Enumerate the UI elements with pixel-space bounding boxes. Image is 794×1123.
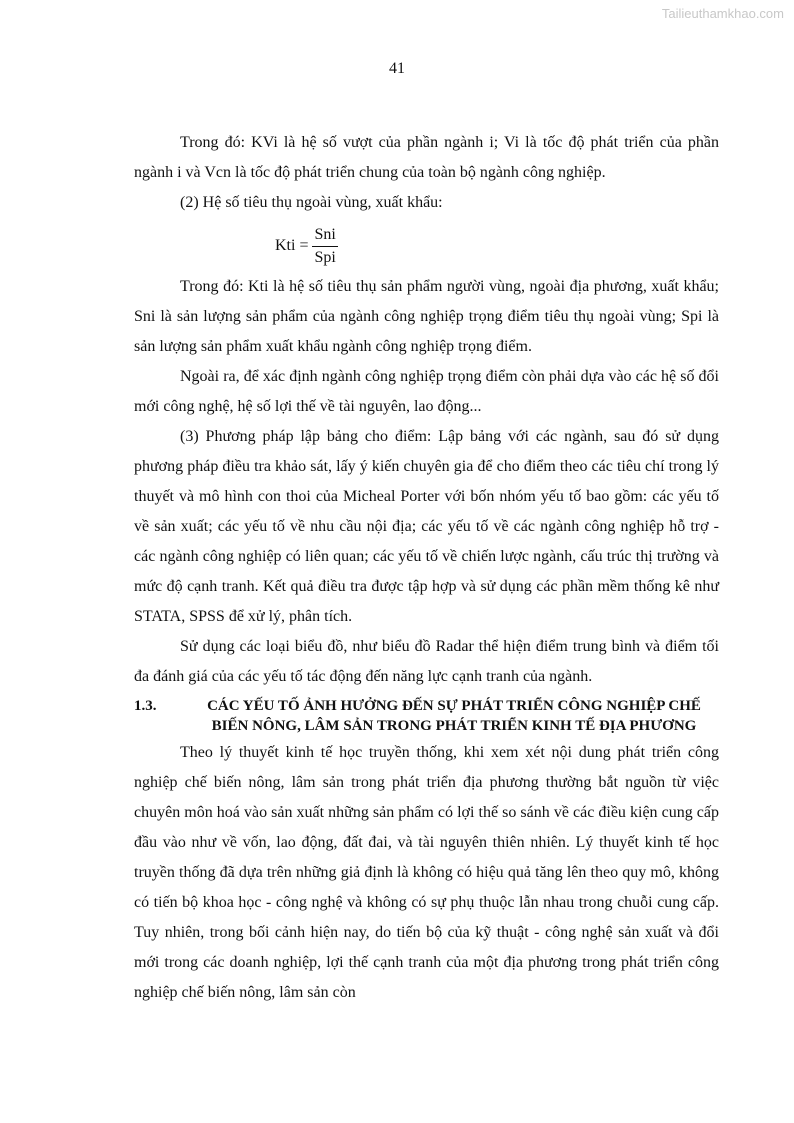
page-body xyxy=(134,128,719,1008)
paragraph: Trong đó: Kti là hệ số tiêu thụ sản phẩm người vùng, ngoài địa phương, xuất khẩu; Sni là sản lượng sản phẩm của ngành công nghiệp trọng điểm tiêu thụ ngoài vùng; Spi là sản lượng sản phẩm xuất khẩu ngành công nghiệp trọng điểm. xyxy=(134,278,719,355)
paragraph: Trong đó: KVi là hệ số vượt của phần ngành i; Vi là tốc độ phát triển của phần ngành i và Vcn là tốc độ phát triển chung của toàn bộ ngành công nghiệp. xyxy=(134,134,719,181)
section-title xyxy=(189,696,719,736)
section-number: 1.3. xyxy=(134,698,157,714)
paragraph: Sử dụng các loại biểu đồ, như biểu đồ Radar thể hiện điểm trung bình và điểm tối đa đánh giá của các yếu tố tác động đến năng lực cạnh tranh của ngành. xyxy=(134,638,719,685)
paragraph: Ngoài ra, để xác định ngành công nghiệp trọng điểm còn phải dựa vào các hệ số đổi mới công nghệ, hệ số lợi thế về tài nguyên, lao động... xyxy=(134,368,719,415)
paragraph: (2) Hệ số tiêu thụ ngoài vùng, xuất khẩu: xyxy=(180,194,443,211)
formula-denominator: Spi xyxy=(314,248,336,266)
section-title-line-2: BIẾN NÔNG, LÂM SẢN TRONG PHÁT TRIỂN KINH TẾ ĐỊA PHƯƠNG xyxy=(211,718,697,734)
paragraph: Theo lý thuyết kinh tế học truyền thống, khi xem xét nội dung phát triển công nghiệp chế biến nông, lâm sản trong phát triển địa phương thường bắt nguồn từ việc chuyên môn hoá vào sản xuất những sản phẩm có lợi thế so sánh về các điều kiện cung cấp đầu vào như về vốn, lao động, đất đai, và tài nguyên thiên nhiên. Lý thuyết kinh tế học truyền thống đã dựa trên những giả định là không có hiệu quả tăng lên theo quy mô, không có tiến bộ khoa học - công nghệ và không có sự phụ thuộc lẫn nhau trong chuỗi cung cấp. Tuy nhiên, trong bối cảnh hiện nay, do tiến bộ của kỹ thuật - công nghệ sản xuất và đổi mới trong các doanh nghiệp, lợi thế cạnh tranh của một địa phương trong phát triển công nghiệp chế biến nông, lâm sản còn xyxy=(134,744,719,1001)
formula-numerator: Sni xyxy=(312,224,337,247)
page-number: 41 xyxy=(389,60,405,77)
formula-fraction xyxy=(312,224,337,269)
watermark: Tailieuthamkhao.com xyxy=(661,6,784,21)
formula-lhs: Kti = xyxy=(275,237,309,254)
formula-kti xyxy=(275,220,719,272)
section-title-line-1: CÁC YẾU TỐ ẢNH HƯỞNG ĐẾN SỰ PHÁT TRIỂN CÔNG NGHIỆP CHẾ xyxy=(207,698,701,714)
paragraph: (3) Phương pháp lập bảng cho điểm: Lập bảng với các ngành, sau đó sử dụng phương pháp điều tra khảo sát, lấy ý kiến chuyên gia để cho điểm theo các tiêu chí trong lý thuyết và mô hình con thoi của Micheal Porter với bốn nhóm yếu tố bao gồm: các yếu tố về sản xuất; các yếu tố về nhu cầu nội địa; các yếu tố về các ngành công nghiệp hỗ trợ - các ngành công nghiệp có liên quan; các yếu tố về chiến lược ngành, cấu trúc thị trường và mức độ cạnh tranh. Kết quả điều tra được tập hợp và sử dụng các phần mềm thống kê như STATA, SPSS để xử lý, phân tích. xyxy=(134,428,719,625)
section-heading xyxy=(134,696,719,736)
